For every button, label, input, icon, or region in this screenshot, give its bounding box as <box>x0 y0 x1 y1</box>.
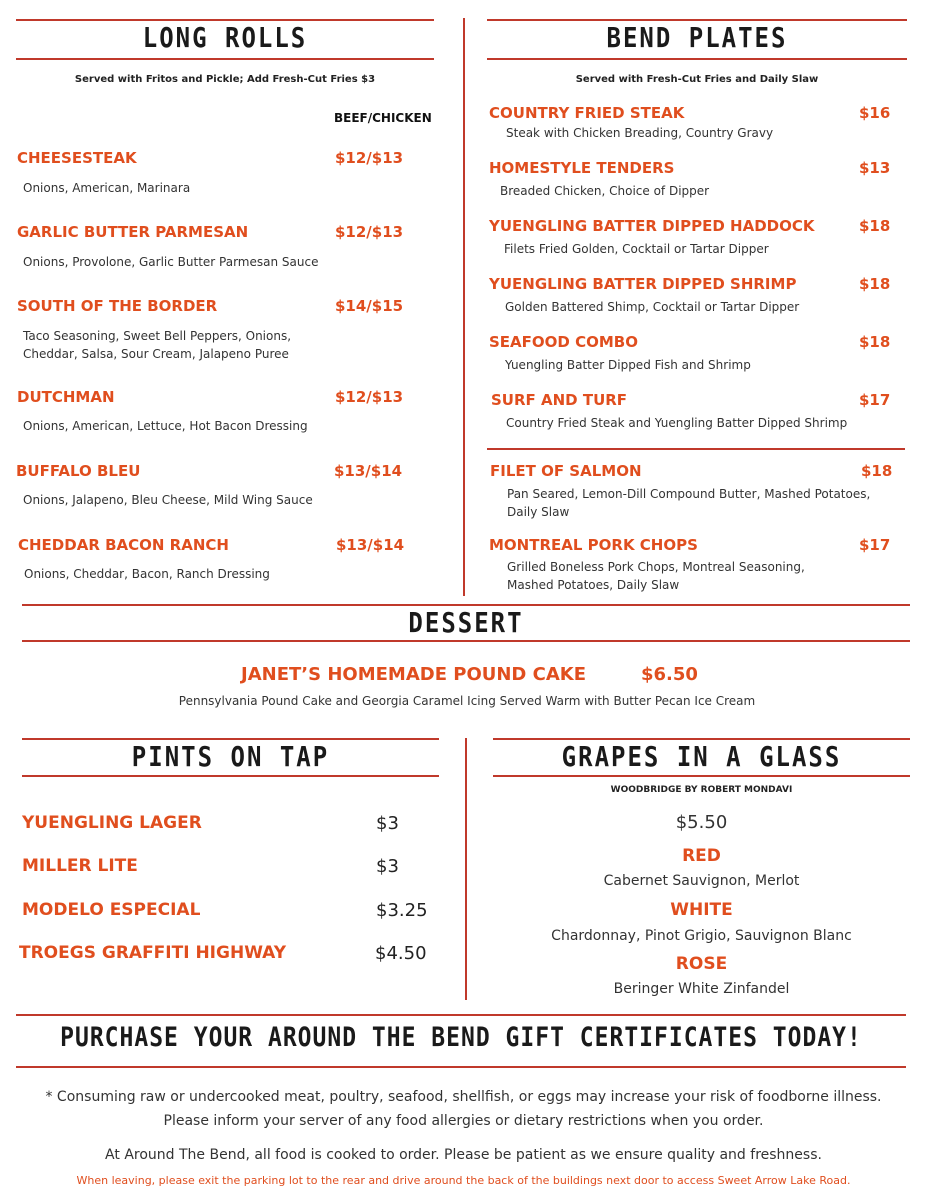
menu-item-desc: Breaded Chicken, Choice of Dipper <box>500 184 710 198</box>
bend-plates-divider <box>487 448 905 450</box>
drinks-divider <box>465 738 467 1000</box>
banner-bottom-rule <box>16 1066 906 1068</box>
menu-item-name: SEAFOOD COMBO <box>489 333 638 351</box>
wine-price: $5.50 <box>675 812 728 833</box>
wine-white-label: WHITE <box>670 900 733 920</box>
menu-item-name: COUNTRY FRIED STEAK <box>489 104 685 122</box>
menu-item-name: BUFFALO BLEU <box>16 462 141 480</box>
menu-item-price: $18 <box>859 275 891 293</box>
gift-certificate-banner: PURCHASE YOUR AROUND THE BEND GIFT CERTIFICATES TODAY! <box>60 1023 862 1053</box>
wine-red-label: RED <box>682 846 721 866</box>
cooked-to-order-note: At Around The Bend, all food is cooked to order. Please be patient as we ensure quality and freshness. <box>105 1147 822 1163</box>
long-rolls-col-header: BEEF/CHICKEN <box>334 111 432 125</box>
menu-item-name: FILET OF SALMON <box>490 462 642 480</box>
banner-top-rule <box>16 1014 906 1016</box>
grapes-top-rule <box>493 738 910 740</box>
grapes-title: GRAPES IN A GLASS <box>561 740 842 774</box>
menu-item-price: $16 <box>859 104 891 122</box>
parking-exit-note: When leaving, please exit the parking lot to the rear and drive around the back of the buildings next door to access Sweet Arrow Lake Road. <box>76 1174 851 1187</box>
dessert-bottom-rule <box>22 640 910 642</box>
menu-item-desc: Filets Fried Golden, Cocktail or Tartar Dipper <box>504 242 769 256</box>
menu-item-price: $13/$14 <box>334 462 403 480</box>
beer-name: YUENGLING LAGER <box>22 813 202 833</box>
menu-item-desc: Onions, American, Lettuce, Hot Bacon Dressing <box>23 419 308 433</box>
menu-item-desc: Onions, Provolone, Garlic Butter Parmesan Sauce <box>23 255 319 269</box>
beer-name: MODELO ESPECIAL <box>22 900 201 920</box>
menu-item-price: $17 <box>859 536 891 554</box>
menu-item-name: YUENGLING BATTER DIPPED SHRIMP <box>489 275 797 293</box>
grapes-bottom-rule <box>493 775 910 777</box>
menu-item-price: $18 <box>859 217 891 235</box>
wine-white-text: Chardonnay, Pinot Grigio, Sauvignon Blanc <box>551 928 852 944</box>
menu-item-desc: Grilled Boneless Pork Chops, Montreal Seasoning, Mashed Potatoes, Daily Slaw <box>507 560 805 592</box>
menu-item-desc: Yuengling Batter Dipped Fish and Shrimp <box>505 358 751 372</box>
menu-item-price: $17 <box>859 391 891 409</box>
menu-item-desc: Golden Battered Shimp, Cocktail or Tartar Dipper <box>505 300 800 314</box>
beer-name: MILLER LITE <box>22 856 138 876</box>
beer-price: $3 <box>376 856 399 877</box>
long-rolls-bottom-rule <box>16 58 434 60</box>
menu-item-desc: Country Fried Steak and Yuengling Batter Dipped Shrimp <box>506 416 848 430</box>
menu-item-price: $13 <box>859 159 891 177</box>
beer-name: TROEGS GRAFFITI HIGHWAY <box>19 943 287 963</box>
menu-item-name: YUENGLING BATTER DIPPED HADDOCK <box>489 217 815 235</box>
menu-item-price: $12/$13 <box>335 223 404 241</box>
wine-rose-text: Beringer White Zinfandel <box>613 981 790 997</box>
grapes-subtitle: WOODBRIDGE BY ROBERT MONDAVI <box>610 785 793 795</box>
long-rolls-top-rule <box>16 19 434 21</box>
dessert-price: $6.50 <box>641 664 698 685</box>
menu-item-price: $18 <box>861 462 893 480</box>
bend-plates-top-rule <box>487 19 907 21</box>
menu-item-name: HOMESTYLE TENDERS <box>489 159 675 177</box>
menu-item-name: CHEDDAR BACON RANCH <box>18 536 229 554</box>
menu-item-price: $14/$15 <box>335 297 404 315</box>
menu-item-name: SURF AND TURF <box>491 391 628 409</box>
food-warning-line-1: * Consuming raw or undercooked meat, poultry, seafood, shellfish, or eggs may increase your risk of foodborne illness. <box>45 1089 882 1105</box>
menu-item-desc: Onions, Jalapeno, Bleu Cheese, Mild Wing Sauce <box>23 493 313 507</box>
menu-item-price: $12/$13 <box>335 149 404 167</box>
beer-price: $4.50 <box>375 943 427 964</box>
dessert-top-rule <box>22 604 910 606</box>
long-rolls-title: LONG ROLLS <box>142 21 308 55</box>
pints-top-rule <box>22 738 439 740</box>
menu-item-desc: Onions, American, Marinara <box>23 181 191 195</box>
menu-item-desc: Onions, Cheddar, Bacon, Ranch Dressing <box>24 567 270 581</box>
menu-item-name: DUTCHMAN <box>17 388 115 406</box>
bend-plates-bottom-rule <box>487 58 907 60</box>
food-warning-line-2: Please inform your server of any food allergies or dietary restrictions when you order. <box>163 1113 764 1129</box>
pints-title: PINTS ON TAP <box>131 740 330 774</box>
menu-item-name: SOUTH OF THE BORDER <box>17 297 218 315</box>
wine-red-text: Cabernet Sauvignon, Merlot <box>603 873 800 889</box>
menu-item-desc: Taco Seasoning, Sweet Bell Peppers, Onions, Cheddar, Salsa, Sour Cream, Jalapeno Puree <box>23 329 292 361</box>
beer-price: $3 <box>376 813 399 834</box>
menu-item-price: $13/$14 <box>336 536 405 554</box>
menu-item-desc: Pan Seared, Lemon-Dill Compound Butter, Mashed Potatoes, Daily Slaw <box>507 487 871 519</box>
dessert-title: DESSERT <box>408 606 524 640</box>
menu-item-name: GARLIC BUTTER PARMESAN <box>17 223 249 241</box>
beer-price: $3.25 <box>376 900 428 921</box>
column-divider <box>463 18 465 596</box>
dessert-desc: Pennsylvania Pound Cake and Georgia Caramel Icing Served Warm with Butter Pecan Ice Cream <box>178 694 756 708</box>
dessert-name: JANET’S HOMEMADE POUND CAKE <box>241 664 587 685</box>
menu-item-price: $18 <box>859 333 891 351</box>
wine-rose-label: ROSE <box>675 954 728 974</box>
menu-item-desc: Steak with Chicken Breading, Country Gravy <box>506 126 774 140</box>
menu-item-name: CHEESESTEAK <box>17 149 137 167</box>
pints-bottom-rule <box>22 775 439 777</box>
bend-plates-title: BEND PLATES <box>606 21 788 55</box>
menu-item-name: MONTREAL PORK CHOPS <box>489 536 698 554</box>
menu-item-price: $12/$13 <box>335 388 404 406</box>
bend-plates-subtitle: Served with Fresh-Cut Fries and Daily Slaw <box>575 74 819 85</box>
long-rolls-subtitle: Served with Fritos and Pickle; Add Fresh-Cut Fries $3 <box>74 74 376 85</box>
